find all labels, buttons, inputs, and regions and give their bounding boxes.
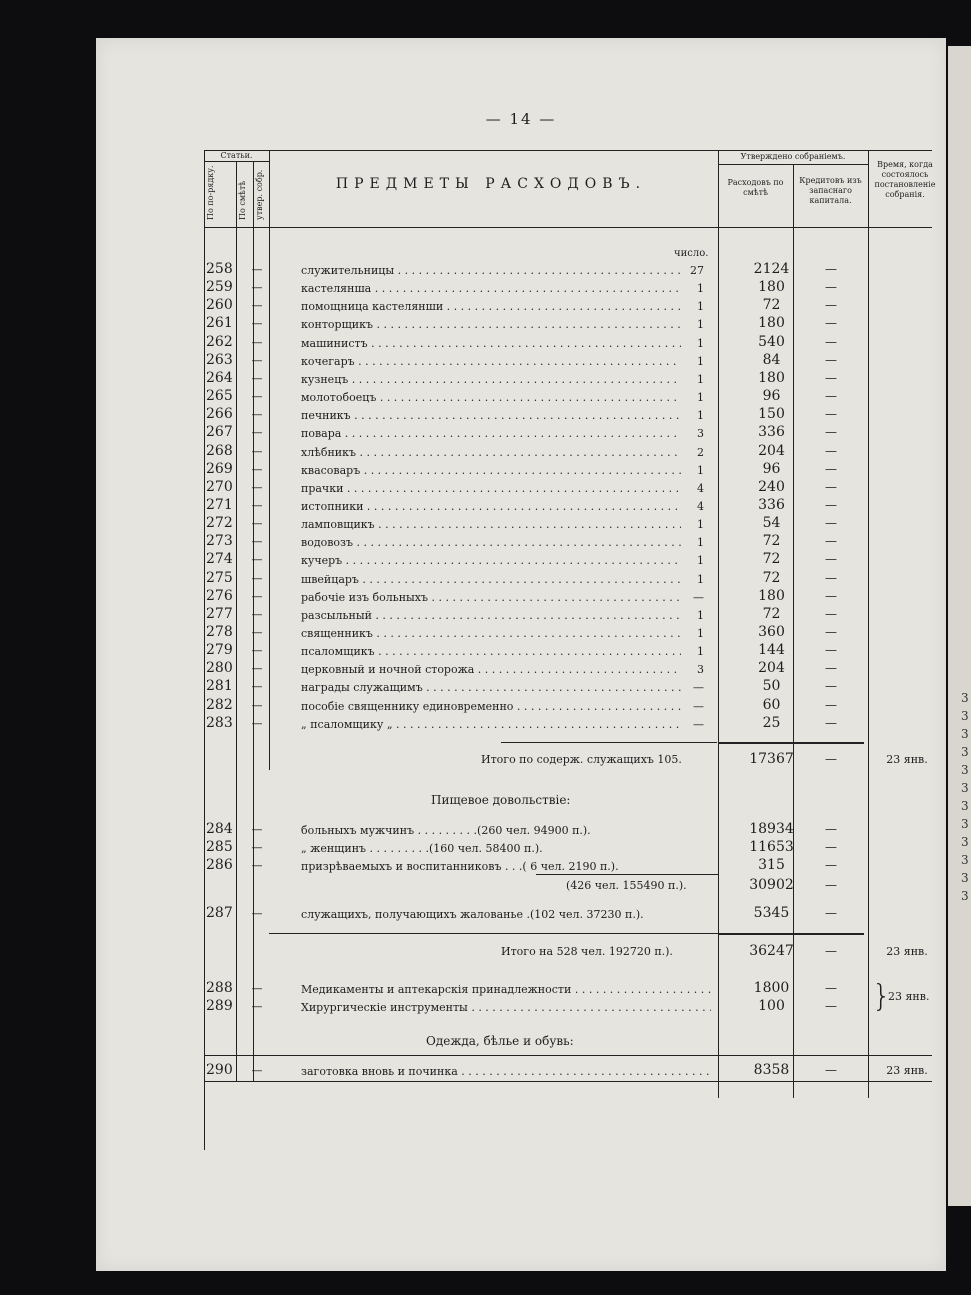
row-desc: молотобоецъ . . . bbox=[301, 391, 681, 404]
row-mark: — bbox=[251, 463, 263, 476]
row-desc: повара . . . bbox=[301, 427, 681, 440]
total-food-amount: 36247 bbox=[749, 943, 794, 959]
table-bottom-rule bbox=[204, 1081, 932, 1082]
adjacent-page-digit: 3 bbox=[961, 817, 969, 831]
row-count: 1 bbox=[697, 518, 704, 531]
row-count: 1 bbox=[697, 554, 704, 567]
row-count: 1 bbox=[697, 409, 704, 422]
food-subtotal-rule bbox=[536, 874, 718, 875]
row-desc: прачки . . . bbox=[301, 482, 681, 495]
row-credit: — bbox=[825, 353, 837, 367]
header-col-approved: утвер. собр. bbox=[255, 169, 264, 220]
row-num: 262 bbox=[206, 334, 233, 350]
clothing-heading: Одежда, бѣлье и обувь: bbox=[426, 1034, 574, 1048]
row-credit: — bbox=[825, 262, 837, 276]
food-row-credit: — bbox=[825, 840, 837, 854]
row-num: 268 bbox=[206, 443, 233, 459]
med-row-amount: 100 bbox=[758, 998, 785, 1014]
row-290-desc: заготовка вновь и починка . . . bbox=[301, 1065, 711, 1078]
row-count: 1 bbox=[697, 355, 704, 368]
row-amount: 540 bbox=[758, 334, 785, 350]
row-num: 282 bbox=[206, 697, 233, 713]
row-amount: 360 bbox=[758, 624, 785, 640]
row-num: 271 bbox=[206, 497, 233, 513]
row-287-credit: — bbox=[825, 906, 837, 920]
row-count: 1 bbox=[697, 536, 704, 549]
row-count: 1 bbox=[697, 609, 704, 622]
col-rule-6 bbox=[868, 150, 869, 1098]
row-amount: 180 bbox=[758, 370, 785, 386]
med-row-mark: — bbox=[251, 982, 263, 995]
row-amount: 72 bbox=[762, 606, 781, 622]
document-page bbox=[96, 38, 946, 1271]
row-count: 3 bbox=[697, 663, 704, 676]
row-mark: — bbox=[251, 590, 263, 603]
row-amount: 72 bbox=[762, 297, 781, 313]
row-num: 258 bbox=[206, 261, 233, 277]
food-row-amount: 18934 bbox=[749, 821, 794, 837]
row-mark: — bbox=[251, 426, 263, 439]
row-amount: 72 bbox=[762, 533, 781, 549]
row-mark: — bbox=[251, 481, 263, 494]
row-credit: — bbox=[825, 534, 837, 548]
med-row-mark: — bbox=[251, 1000, 263, 1013]
row-amount: 84 bbox=[762, 352, 781, 368]
food-subtotal-amount: 30902 bbox=[749, 877, 794, 893]
row-amount: 2124 bbox=[753, 261, 790, 277]
row-num: 266 bbox=[206, 406, 233, 422]
food-row-credit: — bbox=[825, 822, 837, 836]
total-food-credit: — bbox=[825, 944, 837, 958]
row-mark: — bbox=[251, 572, 263, 585]
row-desc: квасоваръ . . . bbox=[301, 464, 681, 477]
total-staff-rule-2 bbox=[718, 742, 864, 744]
row-num: 264 bbox=[206, 370, 233, 386]
row-287-mark: — bbox=[251, 907, 263, 920]
adjacent-page-digit: 3 bbox=[961, 709, 969, 723]
header-approved-by: Утверждено собраніемъ. bbox=[740, 152, 846, 161]
row-count: — bbox=[693, 700, 704, 713]
row-mark: — bbox=[251, 499, 263, 512]
row-amount: 180 bbox=[758, 588, 785, 604]
adjacent-page-digit: 3 bbox=[961, 871, 969, 885]
row-count: 1 bbox=[697, 573, 704, 586]
row-mark: — bbox=[251, 336, 263, 349]
food-row-num: 284 bbox=[206, 821, 233, 837]
row-amount: 240 bbox=[758, 479, 785, 495]
row-mark: — bbox=[251, 553, 263, 566]
brace-icon: } bbox=[872, 979, 892, 1014]
row-count: 2 bbox=[697, 446, 704, 459]
table-left-rule bbox=[204, 150, 205, 1150]
row-num: 279 bbox=[206, 642, 233, 658]
row-credit: — bbox=[825, 607, 837, 621]
row-credit: — bbox=[825, 625, 837, 639]
adjacent-page-edge bbox=[948, 46, 971, 1206]
row-amount: 72 bbox=[762, 551, 781, 567]
row-amount: 180 bbox=[758, 315, 785, 331]
row-desc: машинистъ . . . bbox=[301, 337, 681, 350]
row-amount: 60 bbox=[762, 697, 781, 713]
adjacent-page-digit: 3 bbox=[961, 781, 969, 795]
row-count: 1 bbox=[697, 282, 704, 295]
row-amount: 336 bbox=[758, 497, 785, 513]
row-mark: — bbox=[251, 354, 263, 367]
row-mark: — bbox=[251, 608, 263, 621]
row-credit: — bbox=[825, 498, 837, 512]
row-290-amount: 8358 bbox=[753, 1062, 790, 1078]
row-count: 1 bbox=[697, 373, 704, 386]
header-col-expenses: Расходовъ по смѣтѣ bbox=[727, 178, 784, 197]
row-num: 273 bbox=[206, 533, 233, 549]
row-mark: — bbox=[251, 662, 263, 675]
med-row-amount: 1800 bbox=[753, 980, 790, 996]
row-count: 4 bbox=[697, 500, 704, 513]
row-num: 278 bbox=[206, 624, 233, 640]
med-row-desc: Хирургическіе инструменты . . . bbox=[301, 1001, 711, 1014]
total-food-rule bbox=[269, 933, 718, 934]
row-290-num: 290 bbox=[206, 1062, 233, 1078]
row-amount: 50 bbox=[762, 678, 781, 694]
table-top-rule bbox=[204, 150, 932, 151]
col-rule-3 bbox=[269, 150, 270, 770]
food-row-amount: 315 bbox=[758, 857, 785, 873]
row-count: 27 bbox=[690, 264, 704, 277]
header-col-credits: Кредитовъ изъ запаснаго капитала. bbox=[799, 176, 862, 205]
row-desc: водовозъ . . . bbox=[301, 536, 681, 549]
row-credit: — bbox=[825, 571, 837, 585]
row-amount: 72 bbox=[762, 570, 781, 586]
food-row-num: 285 bbox=[206, 839, 233, 855]
row-count: — bbox=[693, 681, 704, 694]
row-mark: — bbox=[251, 717, 263, 730]
row-credit: — bbox=[825, 298, 837, 312]
row-mark: — bbox=[251, 281, 263, 294]
row-num: 265 bbox=[206, 388, 233, 404]
row-num: 280 bbox=[206, 660, 233, 676]
row-mark: — bbox=[251, 535, 263, 548]
med-row-credit: — bbox=[825, 981, 837, 995]
row-290-mark: — bbox=[251, 1064, 263, 1077]
row-mark: — bbox=[251, 517, 263, 530]
row-desc: конторщикъ . . . bbox=[301, 318, 681, 331]
row-num: 267 bbox=[206, 424, 233, 440]
row-num: 259 bbox=[206, 279, 233, 295]
row-desc: награды служащимъ . . . bbox=[301, 681, 681, 694]
row-desc: священникъ . . . bbox=[301, 627, 681, 640]
header-subjects: ПРЕДМЕТЫ РАСХОДОВЪ. bbox=[335, 176, 647, 192]
row-amount: 54 bbox=[762, 515, 781, 531]
food-row-desc: призрѣваемыхъ и воспитанниковъ . . .( 6 чел. 2190 п.). bbox=[301, 860, 619, 873]
row-num: 261 bbox=[206, 315, 233, 331]
row-desc: разсыльный . . . bbox=[301, 609, 681, 622]
adjacent-page-digit: 3 bbox=[961, 889, 969, 903]
row-desc: кузнецъ . . . bbox=[301, 373, 681, 386]
food-row-mark: — bbox=[251, 841, 263, 854]
row-count: 1 bbox=[697, 391, 704, 404]
page-number: — 14 — bbox=[485, 110, 557, 128]
med-row-num: 289 bbox=[206, 998, 233, 1014]
count-label: число. bbox=[674, 248, 709, 259]
row-mark: — bbox=[251, 299, 263, 312]
col-rule-4 bbox=[718, 150, 719, 1098]
adjacent-page-digit: 3 bbox=[961, 835, 969, 849]
row-count: 1 bbox=[697, 627, 704, 640]
row-credit: — bbox=[825, 589, 837, 603]
row-num: 276 bbox=[206, 588, 233, 604]
food-subtotal-credit: — bbox=[825, 878, 837, 892]
row-credit: — bbox=[825, 425, 837, 439]
row-num: 263 bbox=[206, 352, 233, 368]
total-staff-rule bbox=[501, 742, 717, 743]
row-mark: — bbox=[251, 626, 263, 639]
food-row-mark: — bbox=[251, 823, 263, 836]
row-amount: 144 bbox=[758, 642, 785, 658]
row-num: 275 bbox=[206, 570, 233, 586]
row-num: 281 bbox=[206, 678, 233, 694]
row-credit: — bbox=[825, 407, 837, 421]
row-credit: — bbox=[825, 371, 837, 385]
row-num: 283 bbox=[206, 715, 233, 731]
row-credit: — bbox=[825, 552, 837, 566]
row-count: 1 bbox=[697, 464, 704, 477]
row-mark: — bbox=[251, 699, 263, 712]
food-row-credit: — bbox=[825, 858, 837, 872]
header-col-order: По по-рядку. bbox=[206, 165, 215, 220]
row-credit: — bbox=[825, 679, 837, 693]
med-time: 23 янв. bbox=[888, 990, 930, 1003]
row-mark: — bbox=[251, 390, 263, 403]
row-desc: хлѣбникъ . . . bbox=[301, 446, 681, 459]
row-desc: помощница кастелянши . . . bbox=[301, 300, 681, 313]
row-amount: 180 bbox=[758, 279, 785, 295]
adjacent-page-digit: 3 bbox=[961, 727, 969, 741]
header-col-estimate: По смѣтѣ bbox=[238, 180, 247, 220]
food-row-amount: 11653 bbox=[749, 839, 794, 855]
row-amount: 96 bbox=[762, 388, 781, 404]
row-amount: 25 bbox=[762, 715, 781, 731]
row-count: 3 bbox=[697, 427, 704, 440]
row-desc: кучеръ . . . bbox=[301, 554, 681, 567]
row-mark: — bbox=[251, 408, 263, 421]
row-desc: истопники . . . bbox=[301, 500, 681, 513]
row-credit: — bbox=[825, 643, 837, 657]
med-row-credit: — bbox=[825, 999, 837, 1013]
med-row-desc: Медикаменты и аптекарскія принадлежности . . . bbox=[301, 983, 711, 996]
total-food-rule-2 bbox=[718, 933, 864, 935]
row-290-rule bbox=[204, 1055, 932, 1056]
total-staff-amount: 17367 bbox=[749, 751, 794, 767]
row-count: 1 bbox=[697, 645, 704, 658]
row-desc: швейцаръ . . . bbox=[301, 573, 681, 586]
header-articles: Статьи. bbox=[220, 151, 253, 160]
row-credit: — bbox=[825, 389, 837, 403]
row-290-credit: — bbox=[825, 1063, 837, 1077]
row-count: 1 bbox=[697, 318, 704, 331]
adjacent-page-digit: 3 bbox=[961, 853, 969, 867]
row-mark: — bbox=[251, 372, 263, 385]
row-desc: церковный и ночной сторожа . . . bbox=[301, 663, 681, 676]
row-287-num: 287 bbox=[206, 905, 233, 921]
row-desc: рабочіе изъ больныхъ . . . bbox=[301, 591, 681, 604]
row-desc: кочегаръ . . . bbox=[301, 355, 681, 368]
row-287-amount: 5345 bbox=[753, 905, 790, 921]
row-desc: „ псаломщику „ . . . bbox=[301, 718, 681, 731]
row-mark: — bbox=[251, 445, 263, 458]
row-amount: 336 bbox=[758, 424, 785, 440]
adjacent-page-digit: 3 bbox=[961, 745, 969, 759]
row-credit: — bbox=[825, 698, 837, 712]
food-row-desc: „ женщинъ . . . . . . . . .(160 чел. 58400 п.). bbox=[301, 842, 543, 855]
row-num: 270 bbox=[206, 479, 233, 495]
food-row-mark: — bbox=[251, 859, 263, 872]
row-amount: 204 bbox=[758, 660, 785, 676]
row-credit: — bbox=[825, 444, 837, 458]
row-credit: — bbox=[825, 480, 837, 494]
food-row-desc: больныхъ мужчинъ . . . . . . . . .(260 чел. 94900 п.). bbox=[301, 824, 591, 837]
row-desc: псаломщикъ . . . bbox=[301, 645, 681, 658]
row-mark: — bbox=[251, 644, 263, 657]
row-num: 272 bbox=[206, 515, 233, 531]
row-desc: служительницы . . . bbox=[301, 264, 681, 277]
header-bottom-rule bbox=[204, 227, 932, 228]
row-num: 269 bbox=[206, 461, 233, 477]
row-amount: 96 bbox=[762, 461, 781, 477]
total-staff-label: Итого по содерж. служащихъ 105. bbox=[481, 753, 682, 766]
row-desc: ламповщикъ . . . bbox=[301, 518, 681, 531]
row-desc: пособіе священнику единовременно . . . bbox=[301, 700, 681, 713]
row-credit: — bbox=[825, 661, 837, 675]
food-row-num: 286 bbox=[206, 857, 233, 873]
row-count: 1 bbox=[697, 300, 704, 313]
row-credit: — bbox=[825, 335, 837, 349]
row-mark: — bbox=[251, 263, 263, 276]
row-count: 1 bbox=[697, 337, 704, 350]
row-amount: 204 bbox=[758, 443, 785, 459]
adjacent-page-digit: 3 bbox=[961, 691, 969, 705]
row-desc: кастелянша . . . bbox=[301, 282, 681, 295]
row-credit: — bbox=[825, 462, 837, 476]
food-subtotal-label: (426 чел. 155490 п.). bbox=[566, 879, 687, 892]
med-row-num: 288 bbox=[206, 980, 233, 996]
row-credit: — bbox=[825, 316, 837, 330]
row-count: — bbox=[693, 718, 704, 731]
total-food-label: Итого на 528 чел. 192720 п.). bbox=[501, 945, 673, 958]
row-credit: — bbox=[825, 280, 837, 294]
adjacent-page-digit: 3 bbox=[961, 799, 969, 813]
row-count: 4 bbox=[697, 482, 704, 495]
row-num: 260 bbox=[206, 297, 233, 313]
total-staff-credit: — bbox=[825, 752, 837, 766]
row-num: 274 bbox=[206, 551, 233, 567]
row-amount: 150 bbox=[758, 406, 785, 422]
food-heading: Пищевое довольствіе: bbox=[431, 793, 571, 807]
row-287-desc: служащихъ, получающихъ жалованье .(102 чел. 37230 п.). bbox=[301, 908, 644, 921]
row-num: 277 bbox=[206, 606, 233, 622]
row-count: — bbox=[693, 591, 704, 604]
row-credit: — bbox=[825, 516, 837, 530]
header-col-time: Время, когда состоялось постановленіе собранія. bbox=[874, 160, 936, 199]
row-mark: — bbox=[251, 317, 263, 330]
row-290-time: 23 янв. bbox=[886, 1064, 928, 1077]
row-mark: — bbox=[251, 680, 263, 693]
total-staff-time: 23 янв. bbox=[886, 753, 928, 766]
total-food-time: 23 янв. bbox=[886, 945, 928, 958]
row-desc: печникъ . . . bbox=[301, 409, 681, 422]
adjacent-page-digit: 3 bbox=[961, 763, 969, 777]
row-credit: — bbox=[825, 716, 837, 730]
